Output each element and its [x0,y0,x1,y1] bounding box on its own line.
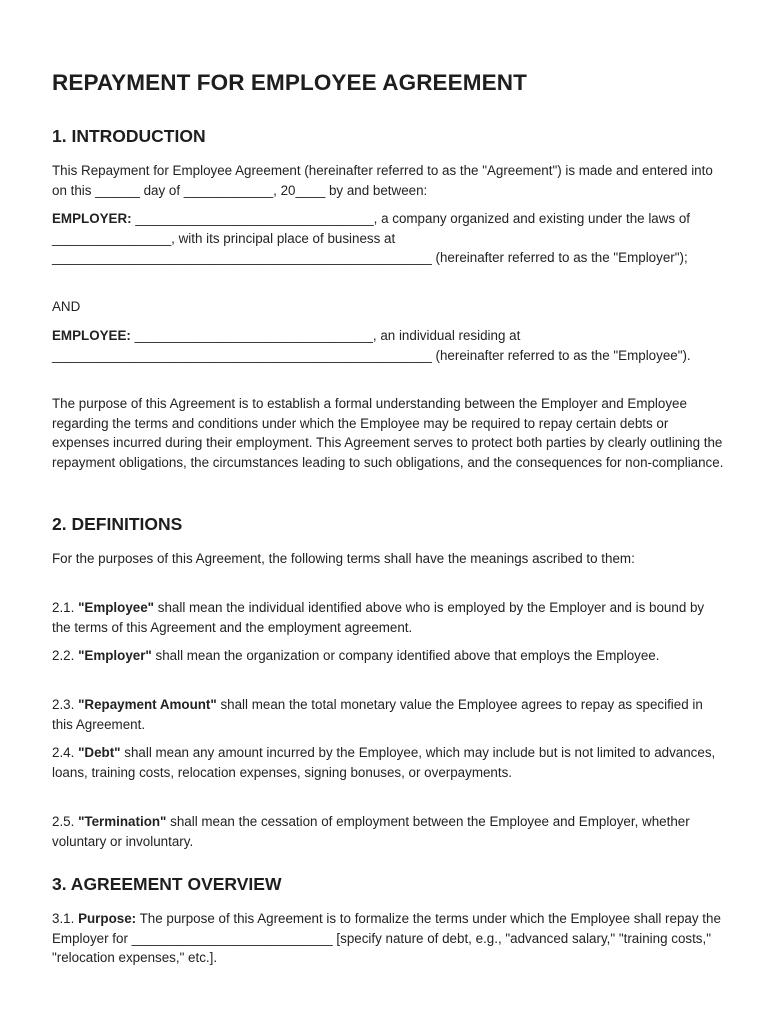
and-paragraph: AND [52,299,81,314]
definition-term: "Termination" [78,814,167,829]
employer-label: EMPLOYER: [52,211,132,226]
definition-term: "Repayment Amount" [78,697,217,712]
overview-text: The purpose of this Agreement is to formalize the terms under which the Employee shall repay the Employer for ___________________________ [specify nature of debt, e.g., "advanced salary," "training costs," "relocation expenses," etc.]. [52,911,721,965]
definition-item-employee [52,598,724,637]
definition-term: "Employee" [78,600,155,615]
definition-number: 2.4. [52,745,79,760]
definition-number: 2.3. [52,697,79,712]
definition-term: "Debt" [78,745,121,760]
purpose-paragraph: The purpose of this Agreement is to establish a formal understanding between the Employer and Employee regarding the terms and conditions under which the Employee may be required to repay certain debts or expenses incurred during their employment. This Agreement serves to protect both parties by clearly outlining the repayment obligations, the circumstances leading to such obligations, and the consequences for non-compliance. [52,396,724,470]
definition-text: shall mean the total monetary value the Employee agrees to repay as specified in this Agreement. [52,697,703,732]
definitions-intro-paragraph: For the purposes of this Agreement, the following terms shall have the meanings ascribed to them: [52,551,635,566]
definition-text: shall mean any amount incurred by the Employee, which may include but is not limited to advances, loans, training costs, relocation expenses, signing bonuses, or overpayments. [52,745,716,780]
definition-number: 2.5. [52,814,79,829]
overview-number: 3.1. [52,911,79,926]
definition-number: 2.2. [52,648,79,663]
preamble-paragraph: This Repayment for Employee Agreement (hereinafter referred to as the "Agreement") is made and entered into on this ______ day of ____________, 20____ by and between: [52,163,713,198]
overview-term: Purpose: [78,911,137,926]
section-heading-definitions: 2. DEFINITIONS [52,514,183,534]
section-heading-introduction: 1. INTRODUCTION [52,126,206,146]
document-title: REPAYMENT FOR EMPLOYEE AGREEMENT [52,70,527,95]
employer-text: ________________________________, a company organized and existing under the laws of ________________, with its principal place of business at ___________________________________________________ (hereinafter referred to as the "Employer"); [52,211,691,265]
definition-item-debt [52,743,724,782]
definition-item-employer [52,646,724,666]
definition-text: shall mean the individual identified above who is employed by the Employer and is bound by the terms of this Agreement and the employment agreement. [52,600,705,635]
definition-item-termination [52,812,724,851]
employee-paragraph [52,326,724,365]
definition-number: 2.1. [52,600,79,615]
employee-label: EMPLOYEE: [52,328,131,343]
definition-text: shall mean the cessation of employment between the Employee and Employer, whether voluntary or involuntary. [52,814,690,849]
definition-text: shall mean the organization or company identified above that employs the Employee. [151,648,660,663]
employee-text: ________________________________, an individual residing at ___________________________________________________ (hereinafter referred to as the "Employee"). [52,328,691,363]
overview-item-purpose [52,909,724,968]
definition-item-repayment-amount [52,695,724,734]
employer-paragraph [52,209,724,268]
section-heading-agreement-overview: 3. AGREEMENT OVERVIEW [52,874,282,894]
definition-term: "Employer" [78,648,152,663]
